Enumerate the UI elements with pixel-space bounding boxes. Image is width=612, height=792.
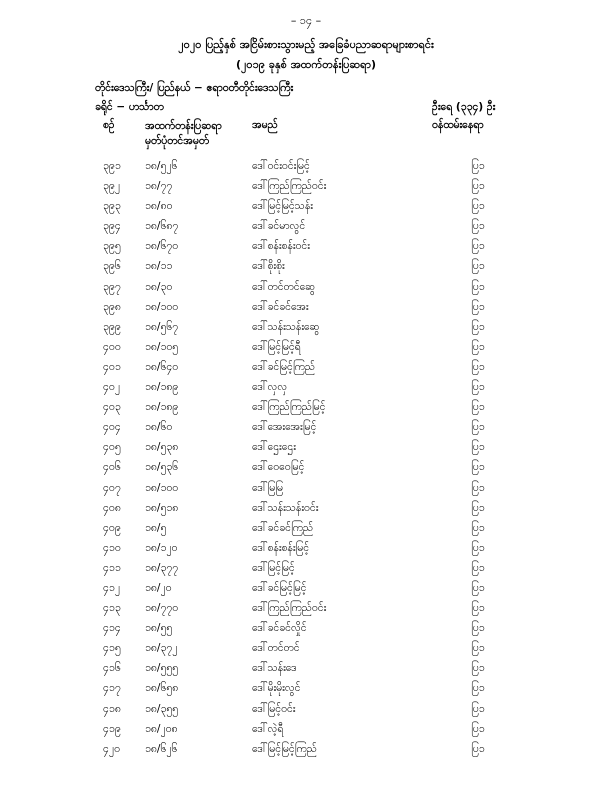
seat-code: ပြ၁	[471, 561, 485, 574]
seat-code: ပြ၁	[471, 441, 485, 454]
table-row	[0, 721, 612, 741]
page-number: – ၁၄ –	[290, 14, 322, 27]
seat-code: ပြ၁	[471, 200, 485, 213]
row-number: ၃၉၅	[103, 240, 121, 253]
teacher-name: ဒေါ်မြမြ	[252, 481, 284, 494]
row-number: ၄၁၉	[103, 722, 121, 735]
teacher-name: ဒေါ်ကြည်ကြည်ဝင်း	[252, 602, 327, 615]
row-number: ၄၀၁	[103, 360, 121, 373]
teacher-name: ဒေါ်မိုးမိုးလွင်	[252, 682, 301, 695]
table-row	[0, 218, 612, 238]
seat-code: ပြ၁	[471, 280, 485, 293]
seat-code: ပြ၁	[471, 160, 485, 172]
seat-code: ပြ၁	[471, 360, 485, 373]
table-row	[0, 399, 612, 419]
table-row	[0, 640, 612, 660]
teacher-name: ဒေါ်မြင့်မြင့်ကြည်	[252, 742, 317, 755]
records-list	[0, 158, 612, 761]
row-number: ၄၁၂	[103, 581, 120, 594]
teacher-name: ဒေါ်ခင်ခင်အေး	[252, 300, 309, 313]
teacher-name: ဒေါ်လဲ့ရီ	[252, 722, 284, 735]
seat-code: ပြ၁	[471, 501, 485, 514]
registration-number: ၁၈/၆၀	[145, 421, 173, 434]
seat-code: ပြ၁	[471, 260, 485, 273]
row-number: ၄၀၄	[103, 421, 121, 434]
table-row	[0, 660, 612, 680]
table-row	[0, 339, 612, 359]
registration-number: ၁၈/၇၇	[145, 180, 173, 193]
teacher-name: ဒေါ်မြင့်ဝင်း	[252, 702, 296, 715]
table-row	[0, 299, 612, 319]
row-number: ၄၁၃	[103, 602, 121, 615]
teacher-name: ဒေါ်ခင်ခင်ကြည်	[252, 521, 314, 534]
table-row	[0, 459, 612, 479]
registration-number: ၁၈/၃၇၂	[145, 642, 178, 655]
registration-number: ၁၈/၁၂၀	[145, 541, 178, 554]
registration-number: ၁၈/၅၅၅	[145, 662, 179, 675]
table-row	[0, 178, 612, 198]
registration-number: ၁၈/၅၃၈	[145, 441, 179, 454]
teacher-name: ဒေါ်ဝင်းဝင်းမြင့်	[252, 160, 310, 172]
row-number: ၄၁၆	[103, 662, 121, 675]
table-row	[0, 319, 612, 339]
table-row	[0, 680, 612, 700]
seat-code: ပြ၁	[471, 401, 485, 414]
teacher-name: ဒေါ်ဝေဝေမြင့်	[252, 461, 305, 474]
column-header-seat: ဝန်ထမ်းနေရာ	[432, 119, 484, 131]
registration-number: ၁၈/၆၂၆	[145, 742, 178, 755]
document-subtitle: (၂၀၁၉ ခုနှစ် အထက်တန်းပြဆရာ)	[235, 58, 377, 71]
teacher-name: ဒေါ်တင်တင်ဆွေ	[252, 280, 316, 293]
registration-number: ၁၈/၆၅၈	[145, 682, 179, 695]
registration-number: ၁၈/၅၆၇	[145, 320, 179, 333]
table-row	[0, 620, 612, 640]
row-number: ၄၀၉	[103, 521, 121, 534]
seat-code: ပြ၁	[471, 220, 485, 233]
row-number: ၄၂၀	[103, 742, 120, 755]
teacher-name: ဒေါ်ခင်မြင့်ကြည်	[252, 360, 316, 373]
row-number: ၄၀၆	[103, 461, 121, 474]
seat-code: ပြ၁	[471, 541, 485, 554]
registration-number: ၁၈/၁၀၅	[145, 340, 179, 353]
teacher-name: ဒေါ်ခင်ခင်လှိုင်	[252, 622, 307, 635]
row-number: ၄၀၂	[103, 381, 120, 394]
row-number: ၄၀၇	[103, 481, 121, 494]
seat-code: ပြ၁	[471, 581, 485, 594]
registration-number: ၁၈/၃၀	[145, 280, 173, 293]
row-number: ၄၁၈	[103, 702, 121, 715]
teacher-name: ဒေါ်တင်တင်	[252, 642, 300, 655]
column-header-reg-no: အထက်တန်းပြဆရာ မှတ်ပုံတင်အမှတ်	[145, 120, 222, 147]
seat-code: ပြ၁	[471, 461, 485, 474]
registration-number: ၁၈/၂၀	[145, 581, 172, 594]
table-row	[0, 600, 612, 620]
row-number: ၄၀၀	[103, 340, 121, 353]
seat-code: ပြ၁	[471, 240, 485, 253]
registration-number: ၁၈/၂၀၈	[145, 722, 178, 735]
registration-number: ၁၈/၈၀	[145, 200, 173, 213]
seat-code: ပြ၁	[471, 481, 485, 494]
teacher-name: ဒေါ်မြင့်မြင့်သန်း	[252, 200, 313, 213]
teacher-name: ဒေါ်လှလှ	[252, 381, 288, 394]
teacher-name: ဒေါ်မြင့်မြင့်ရီ	[252, 340, 301, 353]
seat-code: ပြ၁	[471, 421, 485, 434]
registration-number: ၁၈/၆၄၀	[145, 360, 179, 373]
row-number: ၃၉၈	[103, 300, 121, 313]
registration-number: ၁၈/၁၁	[145, 260, 173, 273]
registration-number: ၁၈/၅၃၆	[145, 461, 179, 474]
registration-number: ၁၈/၁၀၀	[145, 481, 179, 494]
seat-code: ပြ၁	[471, 682, 485, 695]
teacher-name: ဒေါ်ကြည်ကြည်ဝင်း	[252, 180, 327, 193]
document-title: ၂၀၂၀ ပြည့်နှစ် အငြိမ်းစားသွားမည့် အခြေခံပညာဆရာများစာရင်း	[178, 38, 434, 51]
seat-code: ပြ၁	[471, 521, 485, 534]
row-number: ၄၁၀	[103, 541, 121, 554]
table-row	[0, 379, 612, 399]
table-row	[0, 500, 612, 520]
row-number: ၃၉၆	[103, 260, 121, 273]
teacher-name: ဒေါ်ခင်မာလွင်	[252, 220, 306, 233]
table-row	[0, 439, 612, 459]
seat-code: ပြ၁	[471, 602, 485, 615]
table-row	[0, 701, 612, 721]
registration-number: ၁၈/၆၇၀	[145, 240, 179, 253]
row-number: ၄၀၈	[103, 501, 121, 514]
seat-code: ပြ၁	[471, 662, 485, 675]
teacher-name: ဒေါ်သန်းသန်းဆွေ	[252, 320, 320, 333]
row-number: ၄၁၁	[103, 561, 121, 574]
teacher-name: ဒေါ်ဌေးဌေး	[252, 441, 296, 454]
registration-number: ၁၈/၅၁၈	[145, 501, 179, 514]
registration-number: ၁၈/၅၂၆	[145, 160, 178, 172]
registration-number: ၁၈/၅၅	[145, 622, 173, 635]
row-number: ၃၉၃	[103, 200, 121, 213]
seat-code: ပြ၁	[471, 381, 485, 394]
registration-number: ၁၈/၃၅၅	[145, 702, 179, 715]
registration-number: ၁၈/၃၇၇	[145, 561, 179, 574]
registration-number: ၁၈/၁၈၉	[145, 381, 179, 394]
column-header-name: အမည်	[252, 119, 278, 131]
table-row	[0, 419, 612, 439]
row-number: ၃၉၂	[103, 180, 120, 193]
seat-code: ပြ၁	[471, 622, 485, 635]
teacher-name: ဒေါ်အေးအေးမြင့်	[252, 421, 317, 434]
row-number: ၃၉၄	[103, 220, 121, 233]
district-label: ခရိုင် − ဟင်္သာတ	[95, 101, 164, 113]
row-number: ၃၉၉	[103, 320, 121, 333]
table-row	[0, 158, 612, 178]
table-row	[0, 741, 612, 761]
table-row	[0, 540, 612, 560]
seat-code: ပြ၁	[471, 180, 485, 193]
table-row	[0, 359, 612, 379]
teacher-name: ဒေါ်ခင်မြင့်မြင့်	[252, 581, 307, 594]
row-number: ၄၁၅	[103, 642, 121, 655]
seat-code: ပြ၁	[471, 702, 485, 715]
table-row	[0, 238, 612, 258]
registration-number: ၁၈/၁၈၉	[145, 401, 179, 414]
seat-code: ပြ၁	[471, 300, 485, 313]
row-number: ၃၉၁	[103, 160, 121, 172]
table-row	[0, 520, 612, 540]
table-row	[0, 560, 612, 580]
seat-code: ပြ၁	[471, 722, 485, 735]
teacher-name: ဒေါ်သန်းဒေ	[252, 662, 297, 675]
row-number: ၄၁၄	[103, 622, 121, 635]
row-number: ၃၉၇	[103, 280, 121, 293]
teacher-name: ဒေါ်မြင့်မြင့်	[252, 561, 295, 574]
teacher-name: ဒေါ်ကြည်ကြည်မြင့်	[252, 401, 326, 414]
row-number: ၄၀၅	[103, 441, 121, 454]
table-row	[0, 480, 612, 500]
row-number: ၄၁၇	[103, 682, 121, 695]
teacher-name: ဒေါ်သန်းသန်းဝင်း	[252, 501, 319, 514]
table-row	[0, 580, 612, 600]
seat-code: ပြ၁	[471, 642, 485, 655]
registration-number: ၁၈/၆၈၇	[145, 220, 179, 233]
row-number: ၄၀၃	[103, 401, 121, 414]
seat-code: ပြ၁	[471, 320, 485, 333]
registration-number: ၁၈/၁၀၀	[145, 300, 179, 313]
table-row	[0, 279, 612, 299]
table-row	[0, 198, 612, 218]
teacher-name: ဒေါ်စန်းစန်းမြင့်	[252, 541, 310, 554]
registration-number: ၁၈/၇၇၀	[145, 602, 179, 615]
table-row	[0, 258, 612, 278]
teacher-name: ဒေါ်စန်းစန်းဝင်း	[252, 240, 310, 253]
seat-code: ပြ၁	[471, 340, 485, 353]
region-label: တိုင်းဒေသကြီး/ ပြည်နယ် − ဧရာဝတီတိုင်းဒေသကြီး	[95, 82, 294, 94]
seat-count-header: ဦးရေ (၃၃၄) ဦး	[432, 101, 496, 113]
column-header-no: စဉ်	[103, 119, 115, 131]
teacher-name: ဒေါ်စိုးစိုး	[252, 260, 285, 273]
registration-number: ၁၈/၅	[145, 521, 167, 534]
seat-code: ပြ၁	[471, 742, 485, 755]
